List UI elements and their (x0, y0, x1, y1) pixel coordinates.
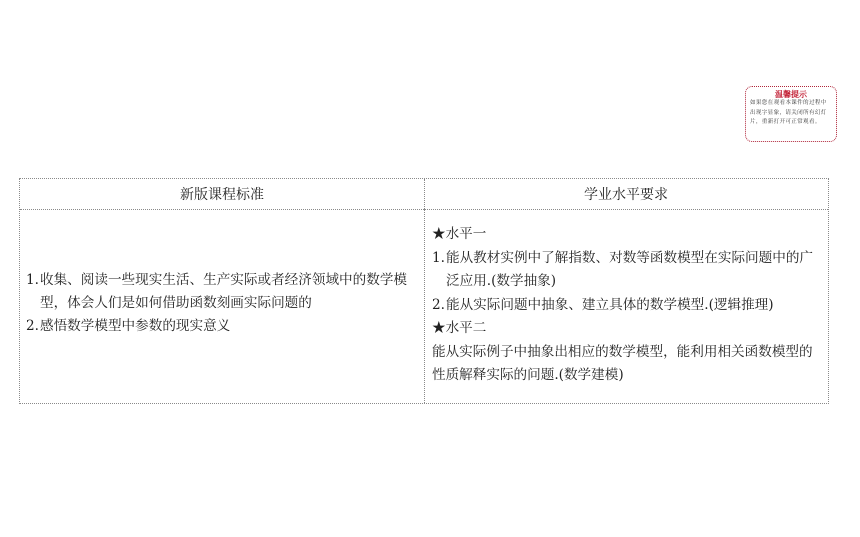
level-two-title: ★水平二 (432, 320, 487, 336)
column-divider (424, 179, 425, 403)
item-number: 2. (26, 318, 39, 334)
item-number: 1. (432, 249, 445, 266)
list-item (26, 315, 418, 338)
item-text: 能从教材实例中了解指数、对数等函数模型在实际问题中的广泛应用.(数学抽象) (446, 249, 814, 289)
reminder-box (745, 86, 837, 142)
reminder-text: 如果您在观看本课件的过程中出现字显象，请关闭所有幻灯片，重新打开可正常观看。 (750, 100, 827, 125)
level-two-text: 能从实际例子中抽象出相应的数学模型，能利用相关函数模型的性质解释实际的问题.(数学建模) (432, 343, 813, 383)
item-text: 能从实际问题中抽象、建立具体的数学模型.(逻辑推理) (446, 296, 774, 313)
list-item (432, 294, 822, 318)
standards-table (19, 178, 829, 404)
academic-level-cell (432, 223, 822, 388)
list-item (432, 247, 822, 294)
header-academic-level: 学业水平要求 (424, 179, 828, 210)
curriculum-standard-cell (26, 269, 418, 338)
item-number: 1. (26, 272, 39, 288)
item-number: 2. (432, 296, 445, 313)
header-curriculum-standard: 新版课程标准 (20, 179, 424, 210)
reminder-title: 温馨提示 (775, 89, 807, 99)
level-one-title: ★水平一 (432, 226, 487, 242)
item-text: 收集、阅读一些现实生活、生产实际或者经济领域中的数学模型，体会人们是如何借助函数刻画实际问题的 (40, 272, 408, 311)
list-item (26, 269, 418, 315)
item-text: 感悟数学模型中参数的现实意义 (40, 318, 231, 334)
